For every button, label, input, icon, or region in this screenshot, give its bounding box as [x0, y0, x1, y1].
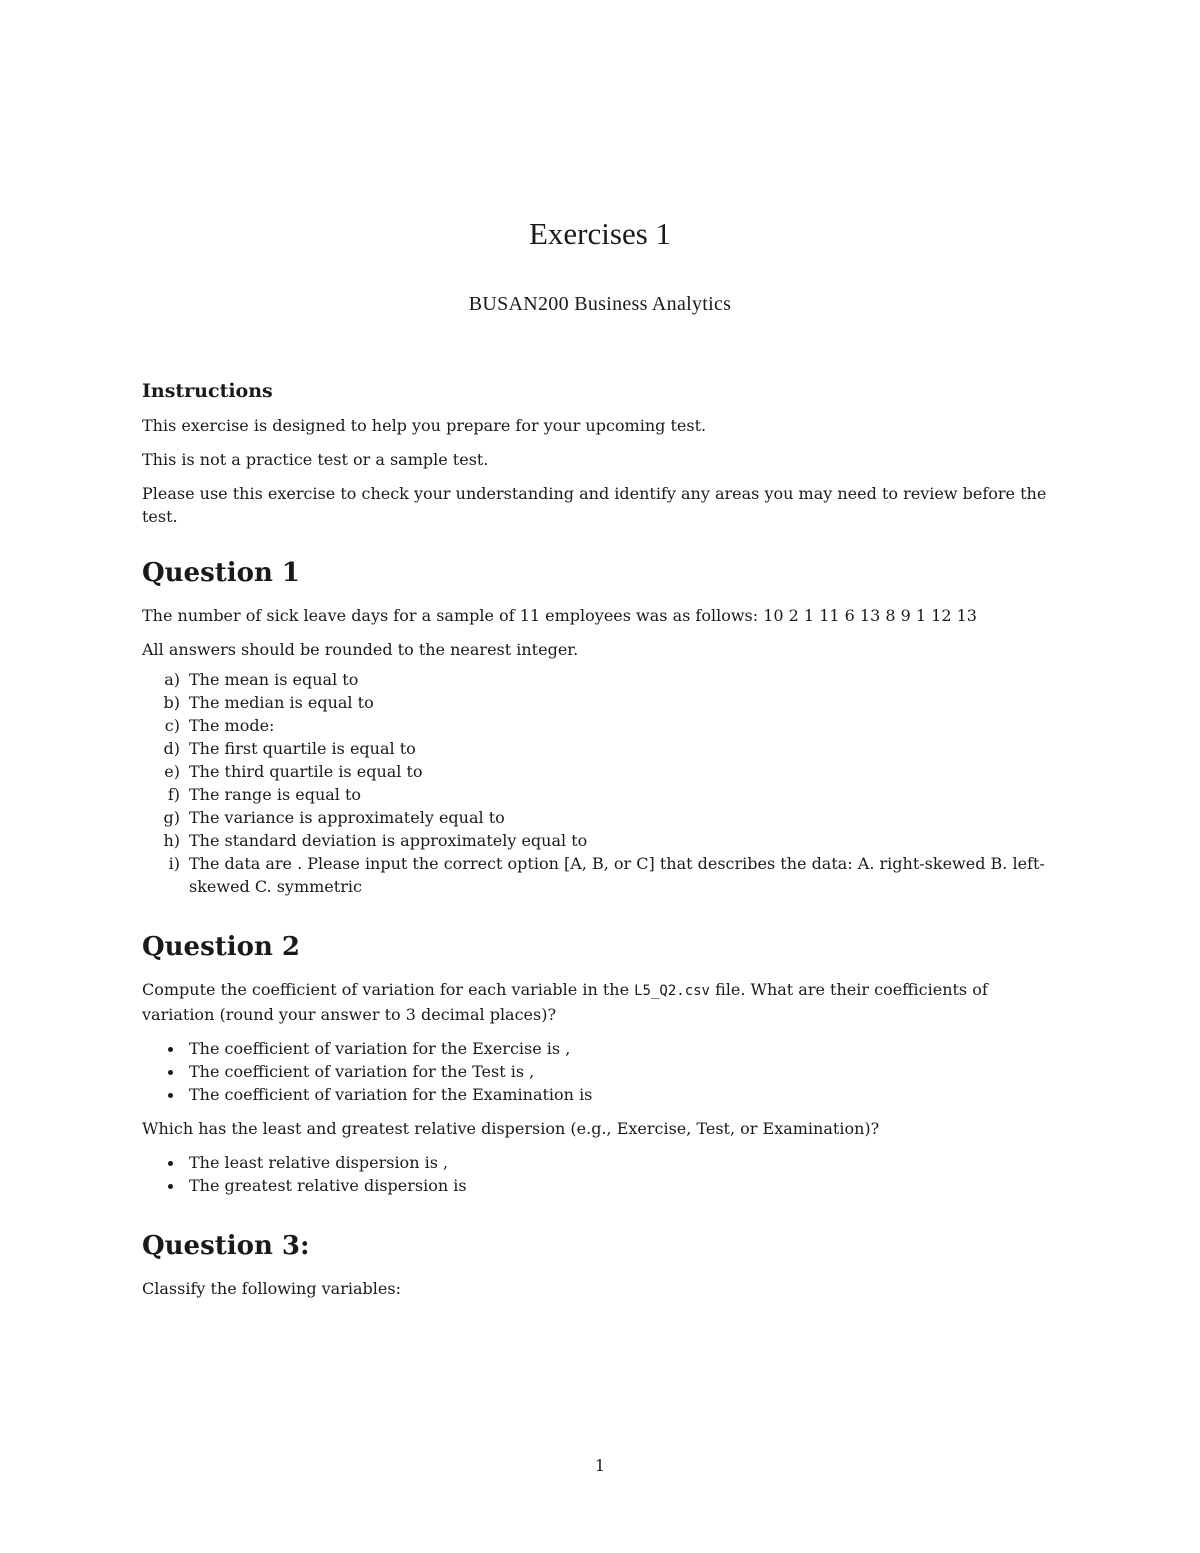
list-item-text: The coefficient of variation for the Examination is	[189, 1085, 593, 1104]
page-number: 1	[594, 1456, 606, 1475]
bullet-icon	[168, 1070, 173, 1075]
list-marker: f)	[167, 785, 180, 804]
list-item-text: The first quartile is equal to	[189, 739, 416, 758]
list-item-text: The mode:	[189, 716, 275, 735]
bullet-icon	[168, 1184, 173, 1189]
list-item	[142, 1174, 1064, 1197]
list-item	[142, 852, 1064, 898]
list-item	[142, 806, 1064, 829]
question-1-heading: Question 1	[142, 558, 301, 588]
question-3-intro: Classify the following variables:	[142, 1279, 401, 1298]
instructions-heading: Instructions	[142, 380, 273, 402]
list-marker: a)	[164, 670, 180, 689]
bullet-icon	[168, 1047, 173, 1052]
question-2-intro-end: file. What are their coefficients of variation (round your answer to 3 decimal places)?	[142, 980, 988, 1024]
question-1-intro: The number of sick leave days for a sample of 11 employees was as follows: 10 2 1 11 6 13 8 9 1 12 13	[142, 606, 977, 625]
instructions-paragraph: This is not a practice test or a sample test.	[142, 450, 489, 469]
list-item-text: The range is equal to	[189, 785, 362, 804]
list-marker: h)	[163, 831, 180, 850]
list-item-text: The standard deviation is approximately equal to	[189, 831, 588, 850]
question-2-intro	[142, 978, 1064, 1026]
list-marker: b)	[163, 693, 180, 712]
list-item	[142, 1151, 1064, 1174]
dispersion-list	[142, 1151, 1064, 1197]
bullet-icon	[168, 1093, 173, 1098]
list-item	[142, 829, 1064, 852]
document-subtitle: BUSAN200 Business Analytics	[468, 293, 732, 315]
list-item-text: The data are . Please input the correct option [A, B, or C] that describes the data: A. right-skewed B. left-skewed C. symmetric	[189, 854, 1045, 896]
list-marker: i)	[168, 854, 180, 873]
list-item	[142, 1060, 1064, 1083]
list-item-text: The third quartile is equal to	[189, 762, 423, 781]
document-body	[142, 378, 1064, 1311]
list-marker: e)	[164, 762, 180, 781]
list-item	[142, 714, 1064, 737]
question-3-heading: Question 3:	[142, 1231, 310, 1261]
question-1-note: All answers should be rounded to the nearest integer.	[142, 640, 579, 659]
list-item-text: The median is equal to	[189, 693, 374, 712]
instructions-paragraph: This exercise is designed to help you prepare for your upcoming test.	[142, 416, 707, 435]
list-item-text: The coefficient of variation for the Test is ,	[189, 1062, 535, 1081]
list-item-text: The least relative dispersion is ,	[189, 1153, 449, 1172]
list-item-text: The mean is equal to	[189, 670, 359, 689]
list-item	[142, 783, 1064, 806]
filename: L5_Q2.csv	[634, 983, 710, 999]
list-item-text: The coefficient of variation for the Exercise is ,	[189, 1039, 571, 1058]
list-item	[142, 668, 1064, 691]
coefficient-list	[142, 1037, 1064, 1106]
list-item	[142, 1083, 1064, 1106]
list-marker: d)	[163, 739, 180, 758]
question-2-heading: Question 2	[142, 932, 301, 962]
document-title: Exercises 1	[528, 216, 672, 251]
list-item	[142, 760, 1064, 783]
instructions-paragraph: Please use this exercise to check your understanding and identify any areas you may need to review before the test.	[142, 484, 1047, 526]
list-marker: g)	[163, 808, 180, 827]
list-item	[142, 737, 1064, 760]
question-1-list	[142, 668, 1064, 898]
list-item	[142, 1037, 1064, 1060]
list-marker: c)	[164, 716, 180, 735]
bullet-icon	[168, 1161, 173, 1166]
list-item-text: The greatest relative dispersion is	[189, 1176, 467, 1195]
list-item-text: The variance is approximately equal to	[189, 808, 505, 827]
question-2-intro-start: Compute the coefficient of variation for each variable in the	[142, 980, 635, 999]
list-item	[142, 691, 1064, 714]
dispersion-question: Which has the least and greatest relative dispersion (e.g., Exercise, Test, or Examination)?	[142, 1119, 880, 1138]
